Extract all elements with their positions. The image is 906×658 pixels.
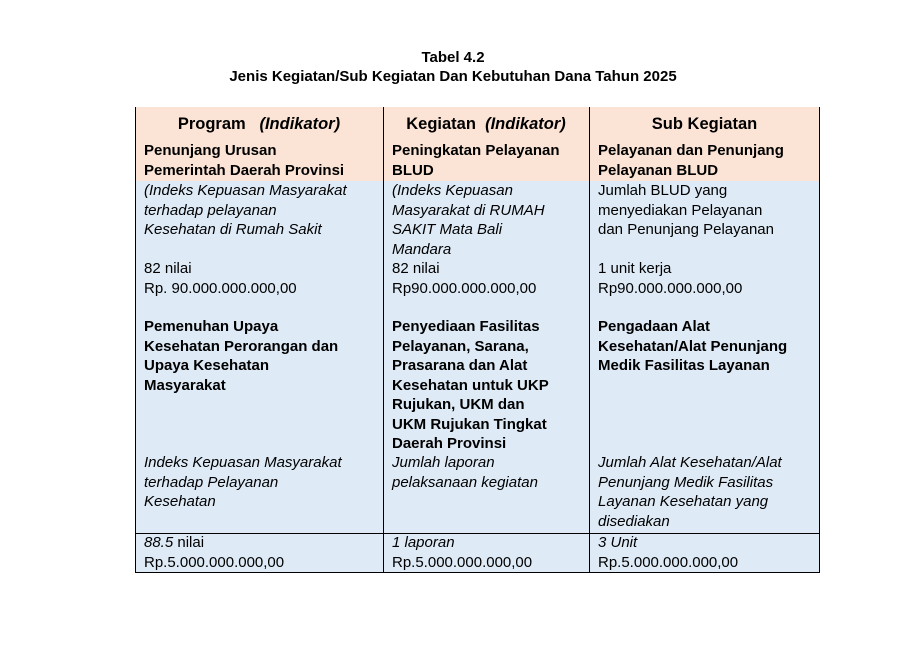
target-value: [144, 533, 383, 553]
indicator-and-target: [135, 181, 383, 317]
text-line: terhadap Pelayanan: [144, 473, 279, 491]
budget-value: Rp.5.000.000.000,00: [144, 553, 285, 571]
text-line: Pemerintah Daerah Provinsi: [144, 161, 345, 179]
text-line: disediakan: [598, 512, 670, 530]
text-line: Kesehatan: [144, 493, 216, 510]
header-label: Program: [177, 115, 246, 133]
text-line: Pelayanan, Sarana,: [392, 337, 529, 355]
text-line: Rp90.000.000.000,00: [598, 279, 743, 297]
target-and-budget: [589, 533, 820, 573]
header-indicator-label: (Indikator): [485, 115, 566, 133]
table-title: Jenis Kegiatan/Sub Kegiatan Dan Kebutuhan Dana Tahun 2025: [229, 68, 677, 85]
text-line: Medik Fasilitas Layanan: [598, 357, 770, 374]
text-line: Daerah Provinsi: [392, 435, 507, 452]
column-header: [589, 107, 820, 141]
text-line: Kesehatan di Rumah Sakit: [144, 221, 322, 238]
text-line: Masyarakat: [144, 376, 226, 394]
text-line: pelaksanaan kegiatan: [392, 473, 538, 491]
column-divider: [589, 107, 590, 573]
text-line: Pelayanan BLUD: [598, 161, 719, 179]
text-line: Jumlah laporan: [392, 454, 495, 471]
column-sub-kegiatan: [589, 107, 820, 573]
target-number: 1 laporan: [392, 534, 455, 551]
item-name: [589, 317, 820, 453]
text-line: Rp. 90.000.000.000,00: [144, 279, 297, 297]
item-name: [383, 317, 589, 453]
target-value: [392, 533, 589, 553]
text-line: menyediakan Pelayanan: [598, 201, 763, 219]
text-line: Kesehatan/Alat Penunjang: [598, 337, 788, 355]
header-label: Sub Kegiatan: [651, 115, 758, 133]
text-line: Jumlah Alat Kesehatan/Alat: [598, 454, 782, 471]
budget-value: Rp.5.000.000.000,00: [598, 553, 739, 571]
target-unit: nilai: [173, 534, 205, 551]
text-line: Layanan Kesehatan yang: [598, 493, 769, 510]
text-line: Rujukan, UKM dan: [392, 396, 525, 413]
text-line: Pelayanan dan Penunjang: [598, 142, 784, 159]
table-border-left: [135, 107, 136, 573]
text-line: 82 nilai: [144, 260, 192, 277]
target-value: [598, 533, 820, 553]
text-line: dan Penunjang Pelayanan: [598, 221, 774, 238]
item-name: [135, 141, 383, 181]
indicator: [135, 453, 383, 533]
text-line: 1 unit kerja: [598, 260, 672, 277]
column-kegiatan: [383, 107, 589, 573]
indicator: [383, 453, 589, 533]
indicator-and-target: [383, 181, 589, 317]
text-line: Penyediaan Fasilitas: [392, 318, 540, 335]
text-line: Penunjang Medik Fasilitas: [598, 473, 774, 491]
text-line: [144, 240, 383, 260]
text-line: Indeks Kepuasan Masyarakat: [144, 454, 342, 471]
text-line: (Indeks Kepuasan Masyarakat: [144, 182, 347, 199]
text-line: 82 nilai: [392, 260, 440, 277]
text-line: Kesehatan untuk UKP: [392, 376, 549, 394]
table-number: Tabel 4.2: [421, 49, 485, 66]
text-line: (Indeks Kepuasan: [392, 182, 513, 199]
text-line: Pengadaan Alat: [598, 318, 710, 335]
text-line: Rp90.000.000.000,00: [392, 279, 537, 297]
table-border-right: [819, 107, 820, 573]
item-name: [589, 141, 820, 181]
column-divider: [383, 107, 384, 573]
text-line: terhadap pelayanan: [144, 201, 277, 219]
text-line: UKM Rujukan Tingkat: [392, 415, 547, 433]
text-line: Prasarana dan Alat: [392, 357, 528, 374]
text-line: Mandara: [392, 240, 452, 258]
text-line: BLUD: [392, 161, 434, 179]
text-line: Kesehatan Perorangan dan: [144, 337, 339, 355]
text-line: Penunjang Urusan: [144, 142, 277, 159]
target-and-budget: [135, 533, 383, 573]
target-number: 3 Unit: [598, 534, 638, 551]
funding-table: [135, 107, 820, 573]
text-line: Masyarakat di RUMAH: [392, 201, 545, 219]
text-line: Upaya Kesehatan: [144, 357, 270, 374]
target-and-budget: [383, 533, 589, 573]
text-line: Peningkatan Pelayanan: [392, 142, 560, 159]
column-header: [383, 107, 589, 141]
target-number: 88.5: [144, 534, 174, 551]
text-line: SAKIT Mata Bali: [392, 221, 503, 238]
table-border-bottom: [135, 572, 820, 573]
row-divider: [135, 533, 820, 534]
text-line: Jumlah BLUD yang: [598, 182, 728, 199]
text-line: Pemenuhan Upaya: [144, 318, 279, 335]
text-line: [598, 240, 820, 260]
header-label: Kegiatan: [406, 115, 476, 133]
indicator: [589, 453, 820, 533]
item-name: [383, 141, 589, 181]
item-name: [135, 317, 383, 453]
indicator-and-target: [589, 181, 820, 317]
budget-value: Rp.5.000.000.000,00: [392, 553, 533, 571]
header-indicator-label: (Indikator): [259, 115, 341, 133]
column-header: [135, 107, 383, 141]
column-program: [135, 107, 383, 573]
